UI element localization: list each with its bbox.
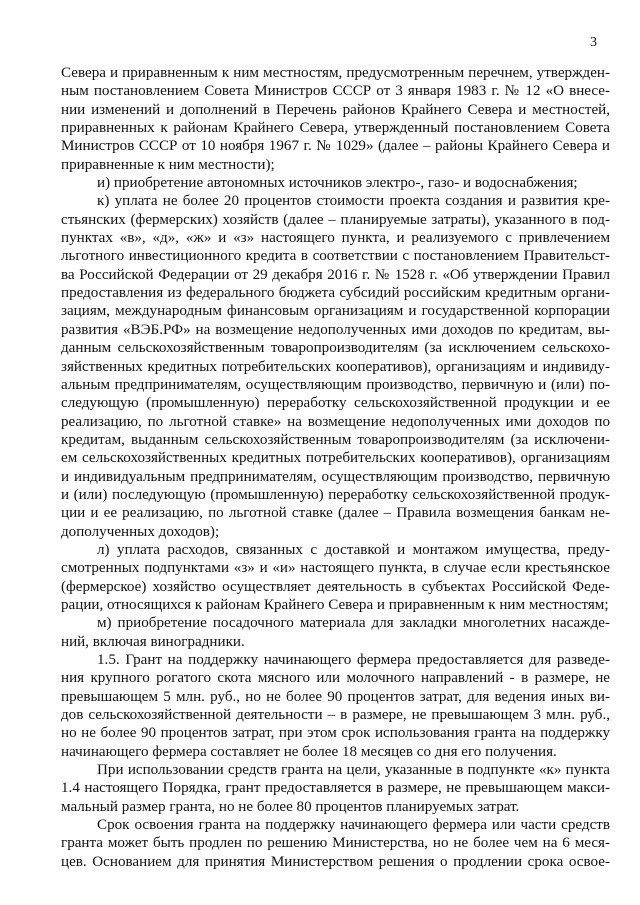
text-line: приравненные к ним местности);	[61, 156, 275, 173]
text-line: рации, относящихся к районам Крайнего Севера и приравненным к ним местностям;	[61, 596, 609, 613]
text-line: льготного инвестиционного кредита в соответствии с постановлением Правительст-	[61, 248, 610, 265]
text-line: ным постановлением Совета Министров СССР от 3 января 1983 г. № 12 «О внесе-	[61, 83, 610, 100]
text-line: (фермерское) хозяйство осуществляет деятельность в субъектах Российской Феде-	[61, 578, 610, 595]
text-line: При использовании средств гранта на цели, указанные в подпункте «к» пункта	[97, 762, 610, 779]
text-line: дополученных доходов);	[61, 523, 220, 540]
text-line: ния крупного рогатого скота мясного или молочного направлений - в размере, не	[61, 670, 610, 687]
text-line: кредитам, выданным сельскохозяйственным товаропроизводителям (за исключени-	[61, 431, 610, 448]
text-line: пунктах «в», «д», «ж» и «з» настоящего пункта, и реализуемого с привлечением	[61, 230, 610, 247]
text-line: стьянских (фермерских) хозяйств (далее – планируемые затраты), указанного в под-	[61, 211, 610, 228]
text-line: реализацию, по льготной ставке» на возмещение недополученных ими доходов по	[61, 413, 610, 430]
text-line: 1.5. Грант на поддержку начинающего фермера предоставляется для разведе-	[97, 652, 610, 668]
page-number: 3	[590, 35, 597, 50]
text-line: ции и ее реализацию, по льготной ставке (далее – Правила возмещения банкам не-	[61, 505, 610, 522]
text-line: и) приобретение автономных источников электро-, газо- и водоснабжения;	[97, 175, 578, 192]
text-line: ний, включая виноградники.	[61, 633, 245, 650]
text-line: гранта может быть продлен по решению Министерства, но не более чем на 6 меся-	[61, 835, 610, 852]
text-line: зяйственных кредитных потребительских кооперативов), организациям и индивиду-	[61, 358, 610, 375]
text-line: Севера и приравненным к ним местностям, предусмотренным перечнем, утвержден-	[61, 65, 610, 81]
text-line: но не более 90 процентов затрат, при этом срок использования гранта на поддержку	[61, 725, 610, 742]
text-line: альным предпринимателям, осуществляющим производство, первичную и (или) по-	[61, 376, 610, 393]
text-line: и индивидуальным предпринимателям, осуществляющим производство, первичную	[61, 468, 610, 485]
text-line: данным сельскохозяйственным товаропроизводителям (за исключением сельскохо-	[61, 340, 610, 357]
text-line: следующую (промышленную) переработку сельскохозяйственной продукции и ее	[61, 395, 610, 412]
text-line: Министров СССР от 10 ноября 1967 г. № 1029» (далее – районы Крайнего Севера и	[61, 138, 610, 155]
text-line: цев. Основанием для принятия Министерством решения о продлении срока освое-	[61, 853, 610, 870]
text-line: нии изменений и дополнений в Перечень районов Крайнего Севера и местностей,	[61, 101, 610, 118]
text-line: Срок освоения гранта на поддержку начинающего фермера или части средств	[97, 817, 610, 834]
text-line: мальный размер гранта, но не более 80 процентов планируемых затрат.	[61, 798, 520, 815]
text-line: дов сельскохозяйственной деятельности – в размере, не превышающем 3 млн. руб.,	[61, 707, 610, 724]
text-line: превышающем 5 млн. руб., но не более 90 процентов затрат, для ведения иных ви-	[61, 688, 610, 705]
text-line: к) уплата не более 20 процентов стоимости проекта создания и развития кре-	[97, 193, 610, 210]
text-line: начинающего фермера составляет не более 18 месяцев со дня его получения.	[61, 743, 557, 760]
text-line: л) уплата расходов, связанных с доставкой и монтажом имущества, преду-	[97, 541, 610, 558]
text-line: развития «ВЭБ.РФ» на возмещение недополученных ими доходов по кредитам, вы-	[61, 321, 610, 338]
text-line: предоставления из федерального бюджета субсидий российским кредитным органи-	[61, 285, 610, 302]
text-line: ем сельскохозяйственных кредитных потребительских кооперативов), организациям	[61, 450, 610, 467]
text-line: зациям, международным финансовым организациям и государственной корпорации	[61, 303, 610, 320]
text-line: приравненных к районам Крайнего Севера, утвержденный постановлением Совета	[61, 120, 610, 137]
document-body	[61, 64, 610, 871]
text-line: и (или) последующую (промышленную) переработку сельскохозяйственной продук-	[61, 486, 610, 503]
text-line: ва Российской Федерации от 29 декабря 2016 г. № 1528 г. «Об утверждении Правил	[61, 266, 610, 283]
text-line: 1.4 настоящего Порядка, грант предоставляется в размере, не превышающем макси-	[61, 780, 610, 797]
text-line: м) приобретение посадочного материала для закладки многолетних насажде-	[97, 615, 610, 632]
text-line: смотренных подпунктами «з» и «и» настоящего пункта, в случае если крестьянское	[61, 560, 610, 577]
